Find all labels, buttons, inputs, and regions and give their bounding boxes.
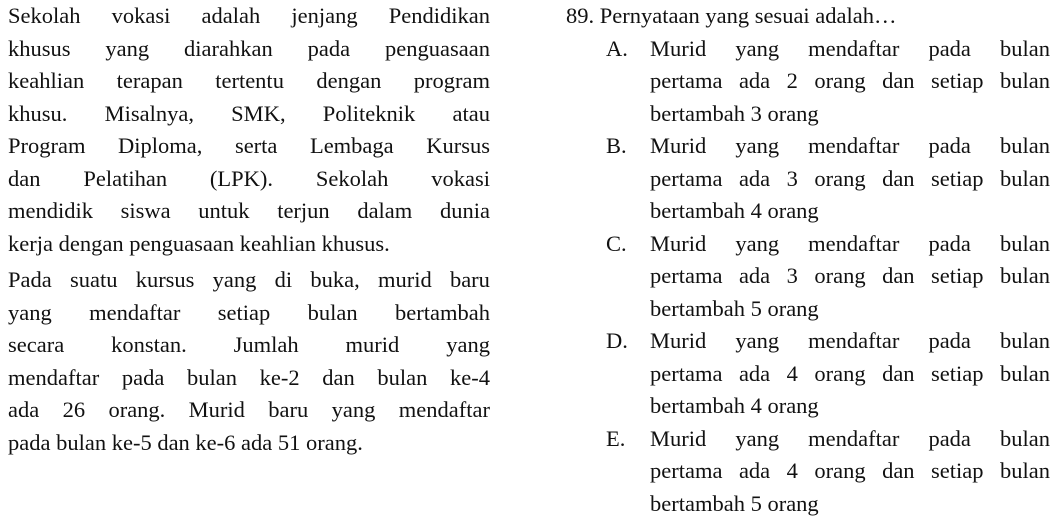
word: pada — [928, 133, 971, 158]
word: murid — [345, 332, 400, 357]
word: baru — [268, 397, 309, 422]
word: bulan — [186, 364, 237, 390]
passage-paragraph-2-line — [8, 329, 490, 362]
word: Murid — [650, 230, 707, 256]
word: 3 — [786, 165, 798, 191]
option-text-line — [650, 423, 1050, 456]
passage-paragraph-1-line — [8, 65, 490, 98]
word: dan — [322, 364, 355, 390]
option-letter: B. — [606, 133, 627, 158]
answer-options — [566, 33, 1050, 521]
word: yang — [8, 299, 52, 325]
word: yang — [735, 35, 780, 61]
word: khusus — [8, 35, 71, 61]
word: atau — [452, 100, 490, 126]
option-text — [650, 130, 1050, 228]
answer-option[interactable] — [566, 130, 1050, 228]
word: jenjang — [291, 3, 358, 28]
word: pertama — [650, 458, 723, 483]
word: setiap — [931, 360, 984, 386]
word: pertama — [650, 263, 723, 288]
option-text — [650, 33, 1050, 131]
word: mendaftar — [808, 35, 900, 61]
word: pertama — [650, 68, 723, 93]
word: bulan — [307, 299, 358, 325]
word: ke-4 — [450, 364, 490, 390]
word: ada — [738, 165, 771, 191]
word: Murid — [650, 35, 707, 61]
word: Sekolah — [8, 3, 81, 28]
word: mendaftar — [808, 230, 900, 256]
word: yang — [105, 35, 150, 61]
word: bulan — [377, 364, 428, 390]
passage-paragraph-1-line — [8, 195, 490, 228]
word: murid — [377, 267, 432, 292]
passage-paragraph-1-line — [8, 33, 490, 66]
option-text-line — [650, 358, 1050, 391]
word: orang — [814, 165, 866, 191]
word: 3 — [786, 263, 798, 288]
answer-option[interactable] — [566, 423, 1050, 521]
word: di — [274, 267, 293, 292]
word: bulan — [1000, 425, 1050, 451]
word: Pada — [8, 267, 52, 292]
word: SMK, — [231, 100, 286, 126]
word: dengan — [316, 68, 382, 93]
word: Politeknik — [322, 100, 416, 126]
word: vokasi — [431, 165, 490, 191]
word: penguasaan — [385, 35, 490, 61]
word: setiap — [217, 299, 271, 325]
word: setiap — [931, 165, 984, 191]
passage — [8, 0, 490, 459]
passage-paragraph-2-line — [8, 394, 490, 427]
word: 26 — [62, 397, 86, 422]
word: Murid — [650, 425, 707, 451]
answer-option[interactable] — [566, 33, 1050, 131]
option-text-line — [650, 228, 1050, 261]
passage-paragraph-1-line — [8, 163, 490, 196]
word: bulan — [999, 263, 1050, 288]
word: pada — [928, 35, 971, 61]
word: 4 — [786, 360, 798, 386]
word: dan — [882, 68, 915, 93]
option-letter: E. — [606, 425, 626, 451]
word: Jumlah — [233, 332, 299, 357]
word: dan — [882, 263, 915, 288]
option-text-line — [650, 130, 1050, 163]
passage-paragraph-1-last-line: kerja dengan penguasaan keahlian khusus. — [8, 230, 390, 256]
word: mendidik — [8, 198, 93, 223]
passage-paragraph-1-line — [8, 98, 490, 131]
passage-paragraph-1-line — [8, 0, 490, 33]
word: dan — [8, 165, 41, 191]
word: dan — [882, 165, 915, 191]
option-text-line — [650, 163, 1050, 196]
word: terjun — [277, 198, 330, 223]
answer-option[interactable] — [566, 228, 1050, 326]
word: keahlian — [8, 68, 85, 93]
option-text-line: bertambah 5 orang — [650, 295, 819, 321]
word: Sekolah — [315, 165, 389, 191]
word: mendaftar — [89, 299, 181, 325]
word: setiap — [931, 458, 984, 483]
question-stem: 89. Pernyataan yang sesuai adalah… — [566, 3, 897, 28]
word: dan — [882, 458, 915, 483]
word: Kursus — [426, 133, 490, 158]
option-text-line: bertambah 5 orang — [650, 490, 819, 516]
option-text — [650, 228, 1050, 326]
word: bulan — [1000, 230, 1050, 256]
word: (LPK). — [209, 165, 274, 191]
word: baru — [449, 267, 490, 292]
word: ada — [738, 458, 771, 483]
word: 4 — [786, 458, 798, 483]
word: ada — [738, 263, 771, 288]
word: pada — [928, 230, 971, 256]
word: Diploma, — [118, 133, 203, 158]
word: yang — [331, 397, 376, 422]
word: buka, — [310, 267, 360, 292]
word: Murid — [650, 133, 707, 158]
option-text — [650, 325, 1050, 423]
passage-paragraph-2-line — [8, 264, 490, 297]
word: yang — [446, 332, 490, 357]
word: orang — [814, 68, 866, 93]
word: mendaftar — [808, 133, 900, 158]
word: serta — [234, 133, 278, 158]
word: ada — [8, 397, 40, 422]
word: mendaftar — [808, 328, 900, 353]
word: setiap — [931, 68, 984, 93]
word: mendaftar — [398, 397, 490, 422]
answer-option[interactable] — [566, 325, 1050, 423]
word: pada — [307, 35, 351, 61]
word: setiap — [931, 263, 984, 288]
passage-paragraph-2-line — [8, 297, 490, 330]
option-text-line — [650, 65, 1050, 98]
option-text-line — [650, 33, 1050, 66]
word: yang — [212, 267, 257, 292]
option-letter: A. — [606, 35, 628, 61]
word: orang — [814, 458, 866, 483]
word: ada — [738, 68, 771, 93]
word: mendaftar — [8, 364, 100, 390]
passage-paragraph-2-last-line: pada bulan ke-5 dan ke-6 ada 51 orang. — [8, 429, 363, 455]
option-text-line: bertambah 4 orang — [650, 198, 819, 223]
passage-paragraph-1 — [8, 0, 490, 228]
option-text-line: bertambah 3 orang — [650, 100, 819, 126]
word: yang — [735, 230, 780, 256]
word: Pelatihan — [83, 165, 168, 191]
word: Lembaga — [309, 133, 394, 158]
word: siswa — [120, 198, 171, 223]
word: pertama — [650, 165, 723, 191]
word: adalah — [201, 3, 261, 28]
word: Murid — [188, 397, 245, 422]
option-text-line — [650, 455, 1050, 488]
word: bulan — [1000, 133, 1050, 158]
word: bertambah — [395, 299, 490, 325]
word: Murid — [650, 328, 707, 353]
word: bulan — [1000, 328, 1050, 353]
word: dan — [882, 360, 915, 386]
option-text — [650, 423, 1050, 521]
word: terapan — [116, 68, 183, 93]
word: program — [413, 68, 490, 93]
option-text-line: bertambah 4 orang — [650, 393, 819, 418]
passage-paragraph-2 — [8, 264, 490, 427]
word: pada — [121, 364, 165, 390]
word: bulan — [999, 165, 1050, 191]
word: orang — [814, 360, 866, 386]
word: ke-2 — [259, 364, 300, 390]
option-letter: D. — [606, 328, 628, 353]
word: 2 — [786, 68, 798, 93]
option-text-line — [650, 325, 1050, 358]
word: pada — [928, 425, 971, 451]
word: yang — [735, 133, 780, 158]
word: tertentu — [215, 68, 284, 93]
word: dalam — [357, 198, 413, 223]
word: bulan — [1000, 35, 1050, 61]
word: diarahkan — [184, 35, 273, 61]
word: bulan — [999, 360, 1050, 386]
word: Pendidikan — [388, 3, 490, 28]
word: untuk — [198, 198, 250, 223]
word: secara — [8, 332, 65, 357]
word: orang — [814, 263, 866, 288]
word: vokasi — [111, 3, 171, 28]
word: orang. — [108, 397, 166, 422]
option-text-line — [650, 260, 1050, 293]
word: ada — [738, 360, 771, 386]
word: Misalnya, — [104, 100, 194, 126]
passage-paragraph-2-line — [8, 362, 490, 395]
passage-paragraph-1-line — [8, 130, 490, 163]
word: dunia — [439, 198, 490, 223]
word: pertama — [650, 360, 723, 386]
word: pada — [928, 328, 971, 353]
word: kursus — [135, 267, 195, 292]
word: suatu — [69, 267, 118, 292]
word: khusu. — [8, 100, 68, 126]
word: bulan — [999, 68, 1050, 93]
word: konstan. — [111, 332, 187, 357]
question-block — [566, 0, 1050, 520]
word: yang — [735, 425, 780, 451]
word: bulan — [999, 458, 1050, 483]
word: Program — [8, 133, 86, 158]
option-letter: C. — [606, 230, 627, 256]
word: yang — [735, 328, 780, 353]
word: mendaftar — [808, 425, 900, 451]
